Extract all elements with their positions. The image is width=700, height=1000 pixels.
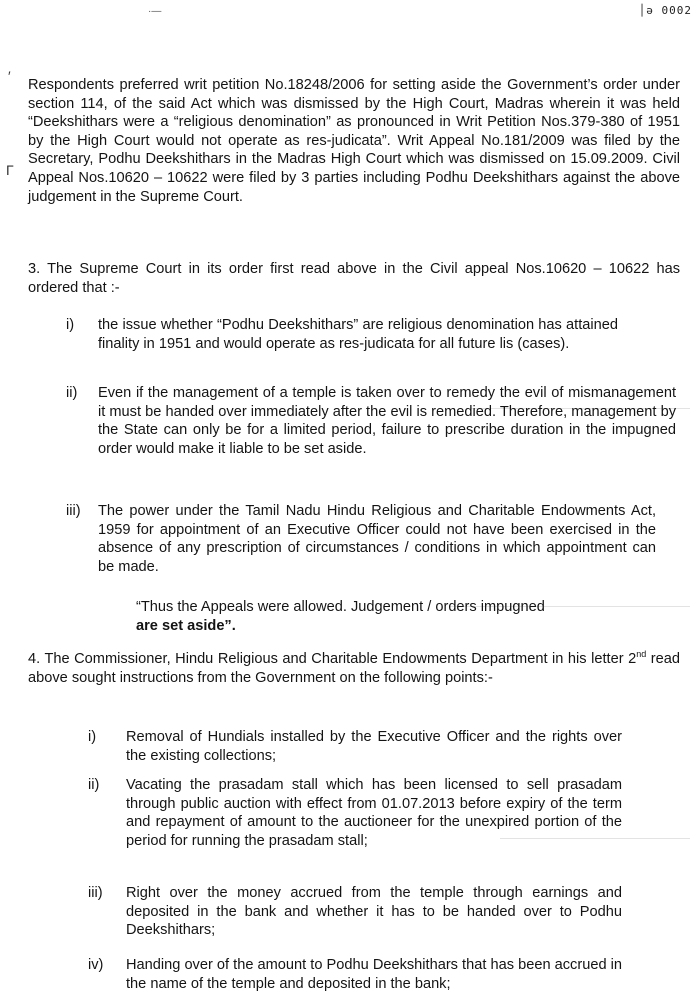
list-item (66, 384, 686, 484)
quoted-judgement (136, 598, 545, 635)
quote-line: are set aside”. (136, 617, 236, 634)
list-item-text: Handing over of the amount to Podhu Deekshithars that has been accrued in the name of the temple and deposited in the bank; (126, 957, 622, 992)
list-item (66, 316, 626, 376)
list-item-number: iv) (88, 957, 104, 973)
margin-mark: Γ (6, 162, 14, 178)
list-item-text: Even if the management of a temple is taken over to remedy the evil of mismanagement it must be handed over immediately after the evil is remedied. Therefore, management by the State can only be for a limited period, failure to prescribe duration in the impugned order would make it liable to be set aside. (98, 385, 676, 457)
header-dash: ·— (148, 6, 162, 17)
superscript: nd (636, 649, 647, 660)
paragraph-3: 3. The Supreme Court in its order first read above in the Civil appeal Nos.10620 – 10622 has ordered that :- (28, 261, 680, 296)
list-item-number: iii) (88, 885, 103, 901)
list-item-text: Vacating the prasadam stall which has been licensed to sell prasadam through public auction with effect from 01.07.2013 before expiry of the term and repayment of amount to the auctioneer for the unexpired portion of the period for running the prasadam stall; (126, 777, 622, 849)
list-item-number: ii) (66, 385, 78, 401)
fax-reference-number: │ə 0002 (638, 4, 692, 17)
list-item (88, 884, 648, 944)
list-item-number: iii) (66, 503, 81, 519)
margin-mark: ′ (8, 68, 11, 84)
list-item-number: i) (66, 317, 75, 333)
list-item-number: ii) (88, 777, 100, 793)
list-item-text: Removal of Hundials installed by the Executive Officer and the rights over the existing collections; (126, 729, 622, 764)
paragraph-4: 4. The Commissioner, Hindu Religious and Charitable Endowments Department in his letter 2nd read above sought instructions from the Government on the following points:- (28, 649, 680, 686)
list-item (66, 502, 686, 582)
list-item (88, 956, 648, 996)
quote-line: “Thus the Appeals were allowed. Judgement / orders impugned (136, 599, 545, 615)
intro-paragraph: Respondents preferred writ petition No.18248/2006 for setting aside the Government’s order under section 114, of the said Act which was dismissed by the High Court, Madras wherein it was held “Deekshithars were a “religious denomination” as pronounced in Writ Petition Nos.379-380 of 1951 by the High Court would not operate as res-judicata”. Writ Appeal No.181/2009 was filed by the Secretary, Podhu Deekshithars in the Madras High Court which was dismissed on 15.09.2009. Civil Appeal Nos.10620 – 10622 were filed by 3 parties including Podhu Deekshithars against the above judgement in the Supreme Court. (28, 77, 680, 205)
list-item-text: Right over the money accrued from the temple through earnings and deposited in the bank and whether it has to be handed over to Podhu Deekshithars; (126, 885, 622, 939)
list-item-text: the issue whether “Podhu Deekshithars” are religious denomination has attained finality in 1951 and would operate as res-judicata for all future lis (cases). (98, 317, 618, 352)
list-item-number: i) (88, 729, 97, 745)
list-item (88, 776, 648, 876)
list-item (88, 728, 648, 768)
list-item-text: The power under the Tamil Nadu Hindu Religious and Charitable Endowments Act, 1959 for appointment of an Executive Officer could not have been exercised in the absence of any prescription of circumstances / conditions in which appointment can be made. (98, 503, 656, 575)
